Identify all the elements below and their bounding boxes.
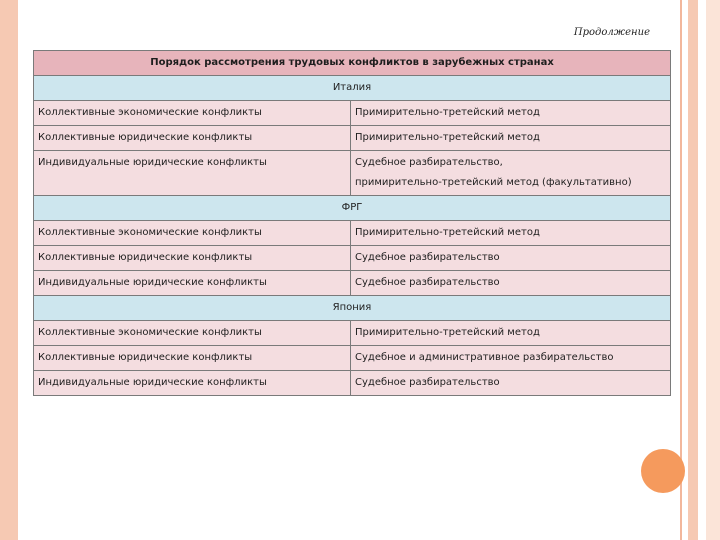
conflict-type-cell: Коллективные экономические конфликты — [34, 321, 351, 346]
table-row — [34, 271, 671, 296]
left-decorative-border — [0, 0, 18, 540]
resolution-method-cell: Судебное разбирательство — [351, 271, 671, 296]
conflict-type-cell: Коллективные юридические конфликты — [34, 346, 351, 371]
conflict-type-cell: Индивидуальные юридические конфликты — [34, 151, 351, 196]
resolution-method-cell: Судебное разбирательство — [351, 246, 671, 271]
table-row — [34, 371, 671, 396]
conflict-type-cell: Коллективные экономические конфликты — [34, 221, 351, 246]
table-row — [34, 151, 671, 196]
conflict-type-cell: Коллективные юридические конфликты — [34, 126, 351, 151]
table-row — [34, 346, 671, 371]
table-row — [34, 221, 671, 246]
resolution-method-cell: Примирительно-третейский метод — [351, 126, 671, 151]
conflict-type-cell: Индивидуальные юридические конфликты — [34, 271, 351, 296]
conflict-type-cell: Индивидуальные юридические конфликты — [34, 371, 351, 396]
table-title: Порядок рассмотрения трудовых конфликтов в зарубежных странах — [34, 51, 671, 76]
resolution-method-line: Судебное разбирательство, — [355, 157, 503, 168]
resolution-method-cell: Судебное и административное разбирательство — [351, 346, 671, 371]
country-row-japan — [34, 296, 671, 321]
country-label: Япония — [34, 296, 671, 321]
decorative-circle — [641, 449, 685, 493]
resolution-method-cell: Примирительно-третейский метод — [351, 321, 671, 346]
country-label: Италия — [34, 76, 671, 101]
table-title-row — [34, 51, 671, 76]
table-row — [34, 101, 671, 126]
resolution-method-cell: Примирительно-третейский метод — [351, 101, 671, 126]
conflict-type-cell: Коллективные юридические конфликты — [34, 246, 351, 271]
country-row-germany — [34, 196, 671, 221]
conflict-type-cell: Коллективные экономические конфликты — [34, 101, 351, 126]
right-decorative-border — [688, 0, 698, 540]
country-label: ФРГ — [34, 196, 671, 221]
resolution-method-cell: Судебное разбирательство — [351, 371, 671, 396]
resolution-method-cell: Примирительно-третейский метод — [351, 221, 671, 246]
country-row-italy — [34, 76, 671, 101]
table-row — [34, 321, 671, 346]
right-decorative-band — [706, 0, 720, 540]
table-row — [34, 126, 671, 151]
table-row — [34, 246, 671, 271]
resolution-method-cell — [351, 151, 671, 196]
continuation-label: Продолжение — [573, 27, 650, 38]
resolution-method-line: примирительно-третейский метод (факультативно) — [355, 177, 632, 188]
conflicts-table — [33, 50, 671, 396]
